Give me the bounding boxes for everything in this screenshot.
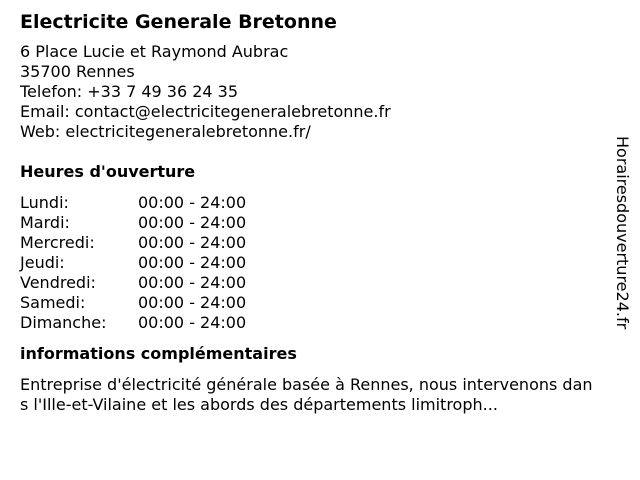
email-text[interactable]: Email: contact@electricitegeneralebretonne.fr [20, 102, 391, 121]
business-name: Electricite Generale Bretonne [20, 11, 337, 33]
day-label: Vendredi: [20, 273, 96, 292]
hours-row-wednesday [20, 233, 600, 253]
hours-row-friday [20, 273, 600, 293]
day-label: Mercredi: [20, 233, 95, 252]
hours-table [20, 193, 600, 333]
hours-row-thursday [20, 253, 600, 273]
time-range: 00:00 - 24:00 [138, 313, 247, 332]
phone-text[interactable]: Telefon: +33 7 49 36 24 35 [20, 82, 239, 101]
day-label: Dimanche: [20, 313, 107, 332]
hours-row-tuesday [20, 213, 600, 233]
day-label: Samedi: [20, 293, 86, 312]
time-range: 00:00 - 24:00 [138, 293, 247, 312]
day-label: Lundi: [20, 193, 69, 212]
website-text[interactable]: Web: electricitegeneralebretonne.fr/ [20, 122, 311, 141]
business-card [20, 8, 600, 415]
hours-row-saturday [20, 293, 600, 313]
hours-heading: Heures d'ouverture [20, 162, 196, 181]
day-label: Jeudi: [20, 253, 65, 272]
hours-row-monday [20, 193, 600, 213]
address-line2: 35700 Rennes [20, 62, 135, 81]
time-range: 00:00 - 24:00 [138, 233, 247, 252]
hours-row-sunday [20, 313, 600, 333]
address-line1: 6 Place Lucie et Raymond Aubrac [20, 42, 289, 61]
day-label: Mardi: [20, 213, 70, 232]
time-range: 00:00 - 24:00 [138, 213, 247, 232]
info-description: Entreprise d'électricité générale basée à Rennes, nous intervenons dans l'Ille-et-Vilaine et les abords des départements limitroph... [20, 375, 593, 414]
time-range: 00:00 - 24:00 [138, 273, 247, 292]
time-range: 00:00 - 24:00 [138, 193, 247, 212]
time-range: 00:00 - 24:00 [138, 253, 247, 272]
info-heading: informations complémentaires [20, 344, 297, 363]
site-brand-vertical[interactable]: Horairesdouverture24.fr [613, 136, 632, 330]
